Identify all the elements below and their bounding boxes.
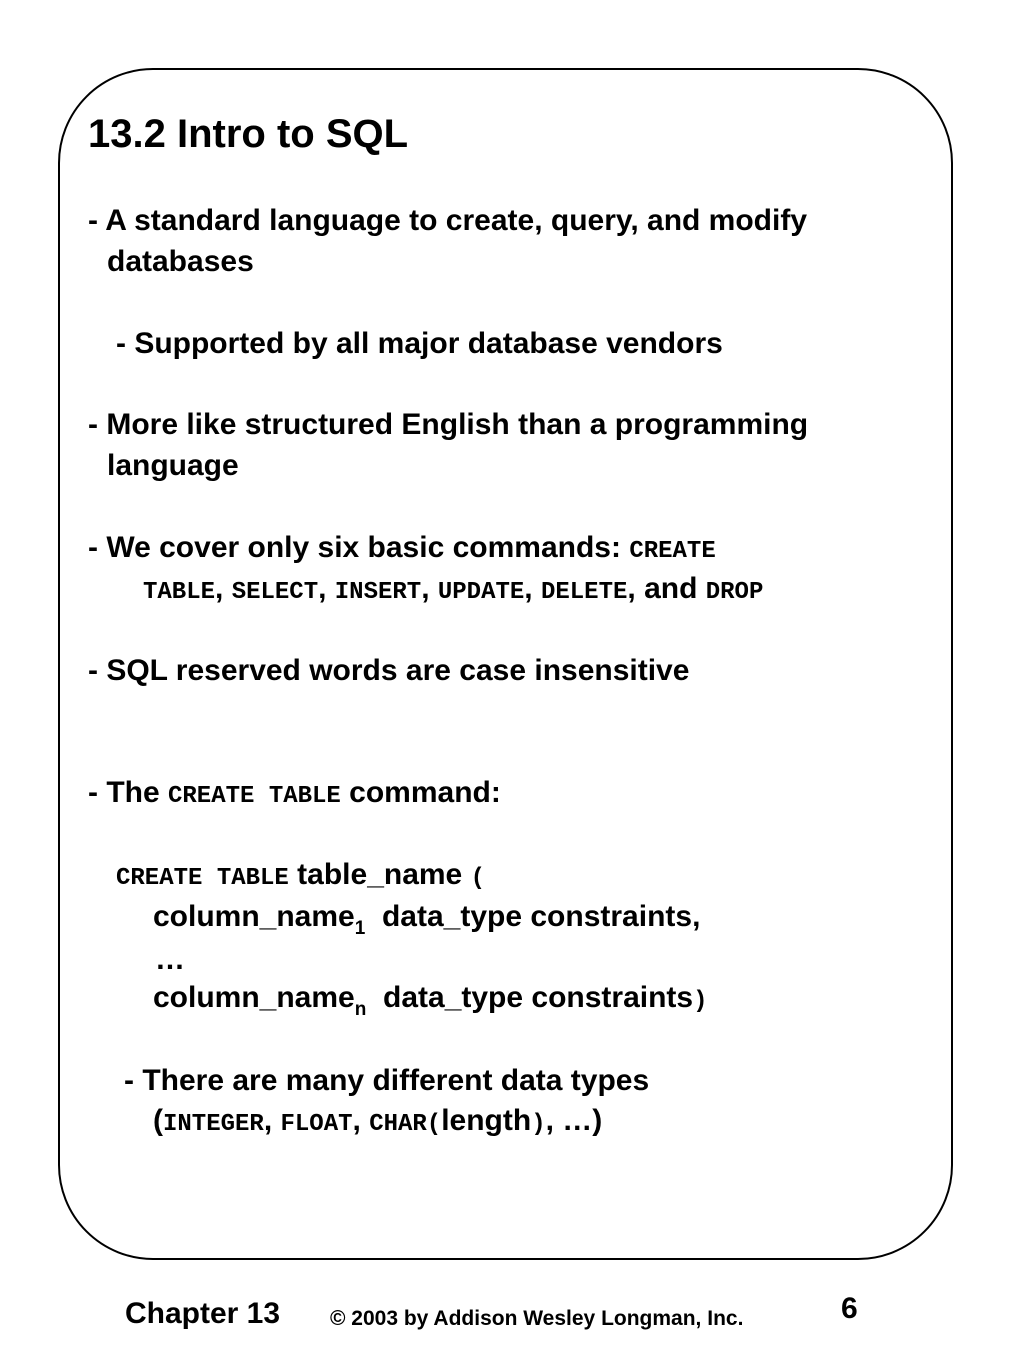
bullet-case-insensitive: - SQL reserved words are case insensitive — [88, 654, 690, 687]
column-rest-1: data_type constraints, — [381, 900, 701, 933]
bullet-create-table — [88, 776, 501, 810]
syntax-column-n — [153, 981, 708, 1020]
code-update: UPDATE — [437, 579, 525, 606]
code-integer: INTEGER — [163, 1111, 264, 1138]
syntax-keyword: CREATE TABLE — [116, 865, 289, 892]
code-char: CHAR( — [369, 1111, 442, 1138]
bullet-structured-english: - More like structured English than a programming — [88, 408, 809, 441]
sub-bullet-vendors: - Supported by all major database vendors — [116, 327, 723, 360]
sub-bullet-data-types: - There are many different data types — [124, 1064, 650, 1097]
bullet-six-commands-cont: TABLE, SELECT, INSERT, UPDATE, DELETE, and DROP — [143, 572, 764, 606]
data-types-list: (INTEGER, FLOAT, CHAR(length), …) — [153, 1104, 603, 1138]
footer-chapter: Chapter 13 — [125, 1297, 281, 1330]
subscript-n: n — [354, 999, 367, 1020]
bullet-six-commands — [88, 531, 716, 565]
column-name-n: column_name — [153, 981, 355, 1014]
syntax-ellipsis: … — [155, 943, 185, 976]
code-drop: DROP — [705, 579, 764, 606]
syntax-table-name: table_name — [297, 858, 463, 891]
bullet-structured-english-cont: language — [107, 449, 239, 482]
bullet-standard-language: - A standard language to create, query, and modify — [88, 204, 808, 237]
code-select: SELECT — [231, 579, 319, 606]
slide-title: 13.2 Intro to SQL — [88, 112, 409, 156]
code-table: TABLE — [143, 579, 216, 606]
syntax-column-1 — [153, 900, 701, 939]
subscript-1: 1 — [354, 918, 366, 939]
bullet-standard-language-cont: databases — [107, 245, 254, 278]
code-delete: DELETE — [540, 579, 628, 606]
code-create: CREATE — [629, 538, 716, 565]
column-name-1: column_name — [153, 900, 355, 933]
code-insert: INSERT — [334, 579, 422, 606]
six-commands-text: - We cover only six basic commands: — [88, 531, 630, 564]
char-length: length — [441, 1104, 532, 1137]
column-rest-n: data_type constraints — [383, 981, 694, 1014]
create-table-suffix: command: — [340, 776, 501, 809]
footer-copyright: © 2003 by Addison Wesley Longman, Inc. — [330, 1307, 744, 1330]
word-and: and — [644, 572, 698, 605]
page-number: 6 — [841, 1292, 858, 1325]
code-float: FLOAT — [280, 1111, 353, 1138]
data-types-tail: , …) — [545, 1104, 603, 1137]
code-create-table: CREATE TABLE — [168, 783, 341, 810]
syntax-close-paren: ) — [693, 988, 708, 1015]
syntax-open-paren: ( — [470, 865, 485, 892]
create-table-prefix: - The — [88, 776, 168, 809]
code-char-close: ) — [531, 1111, 546, 1138]
syntax-header — [116, 858, 485, 892]
